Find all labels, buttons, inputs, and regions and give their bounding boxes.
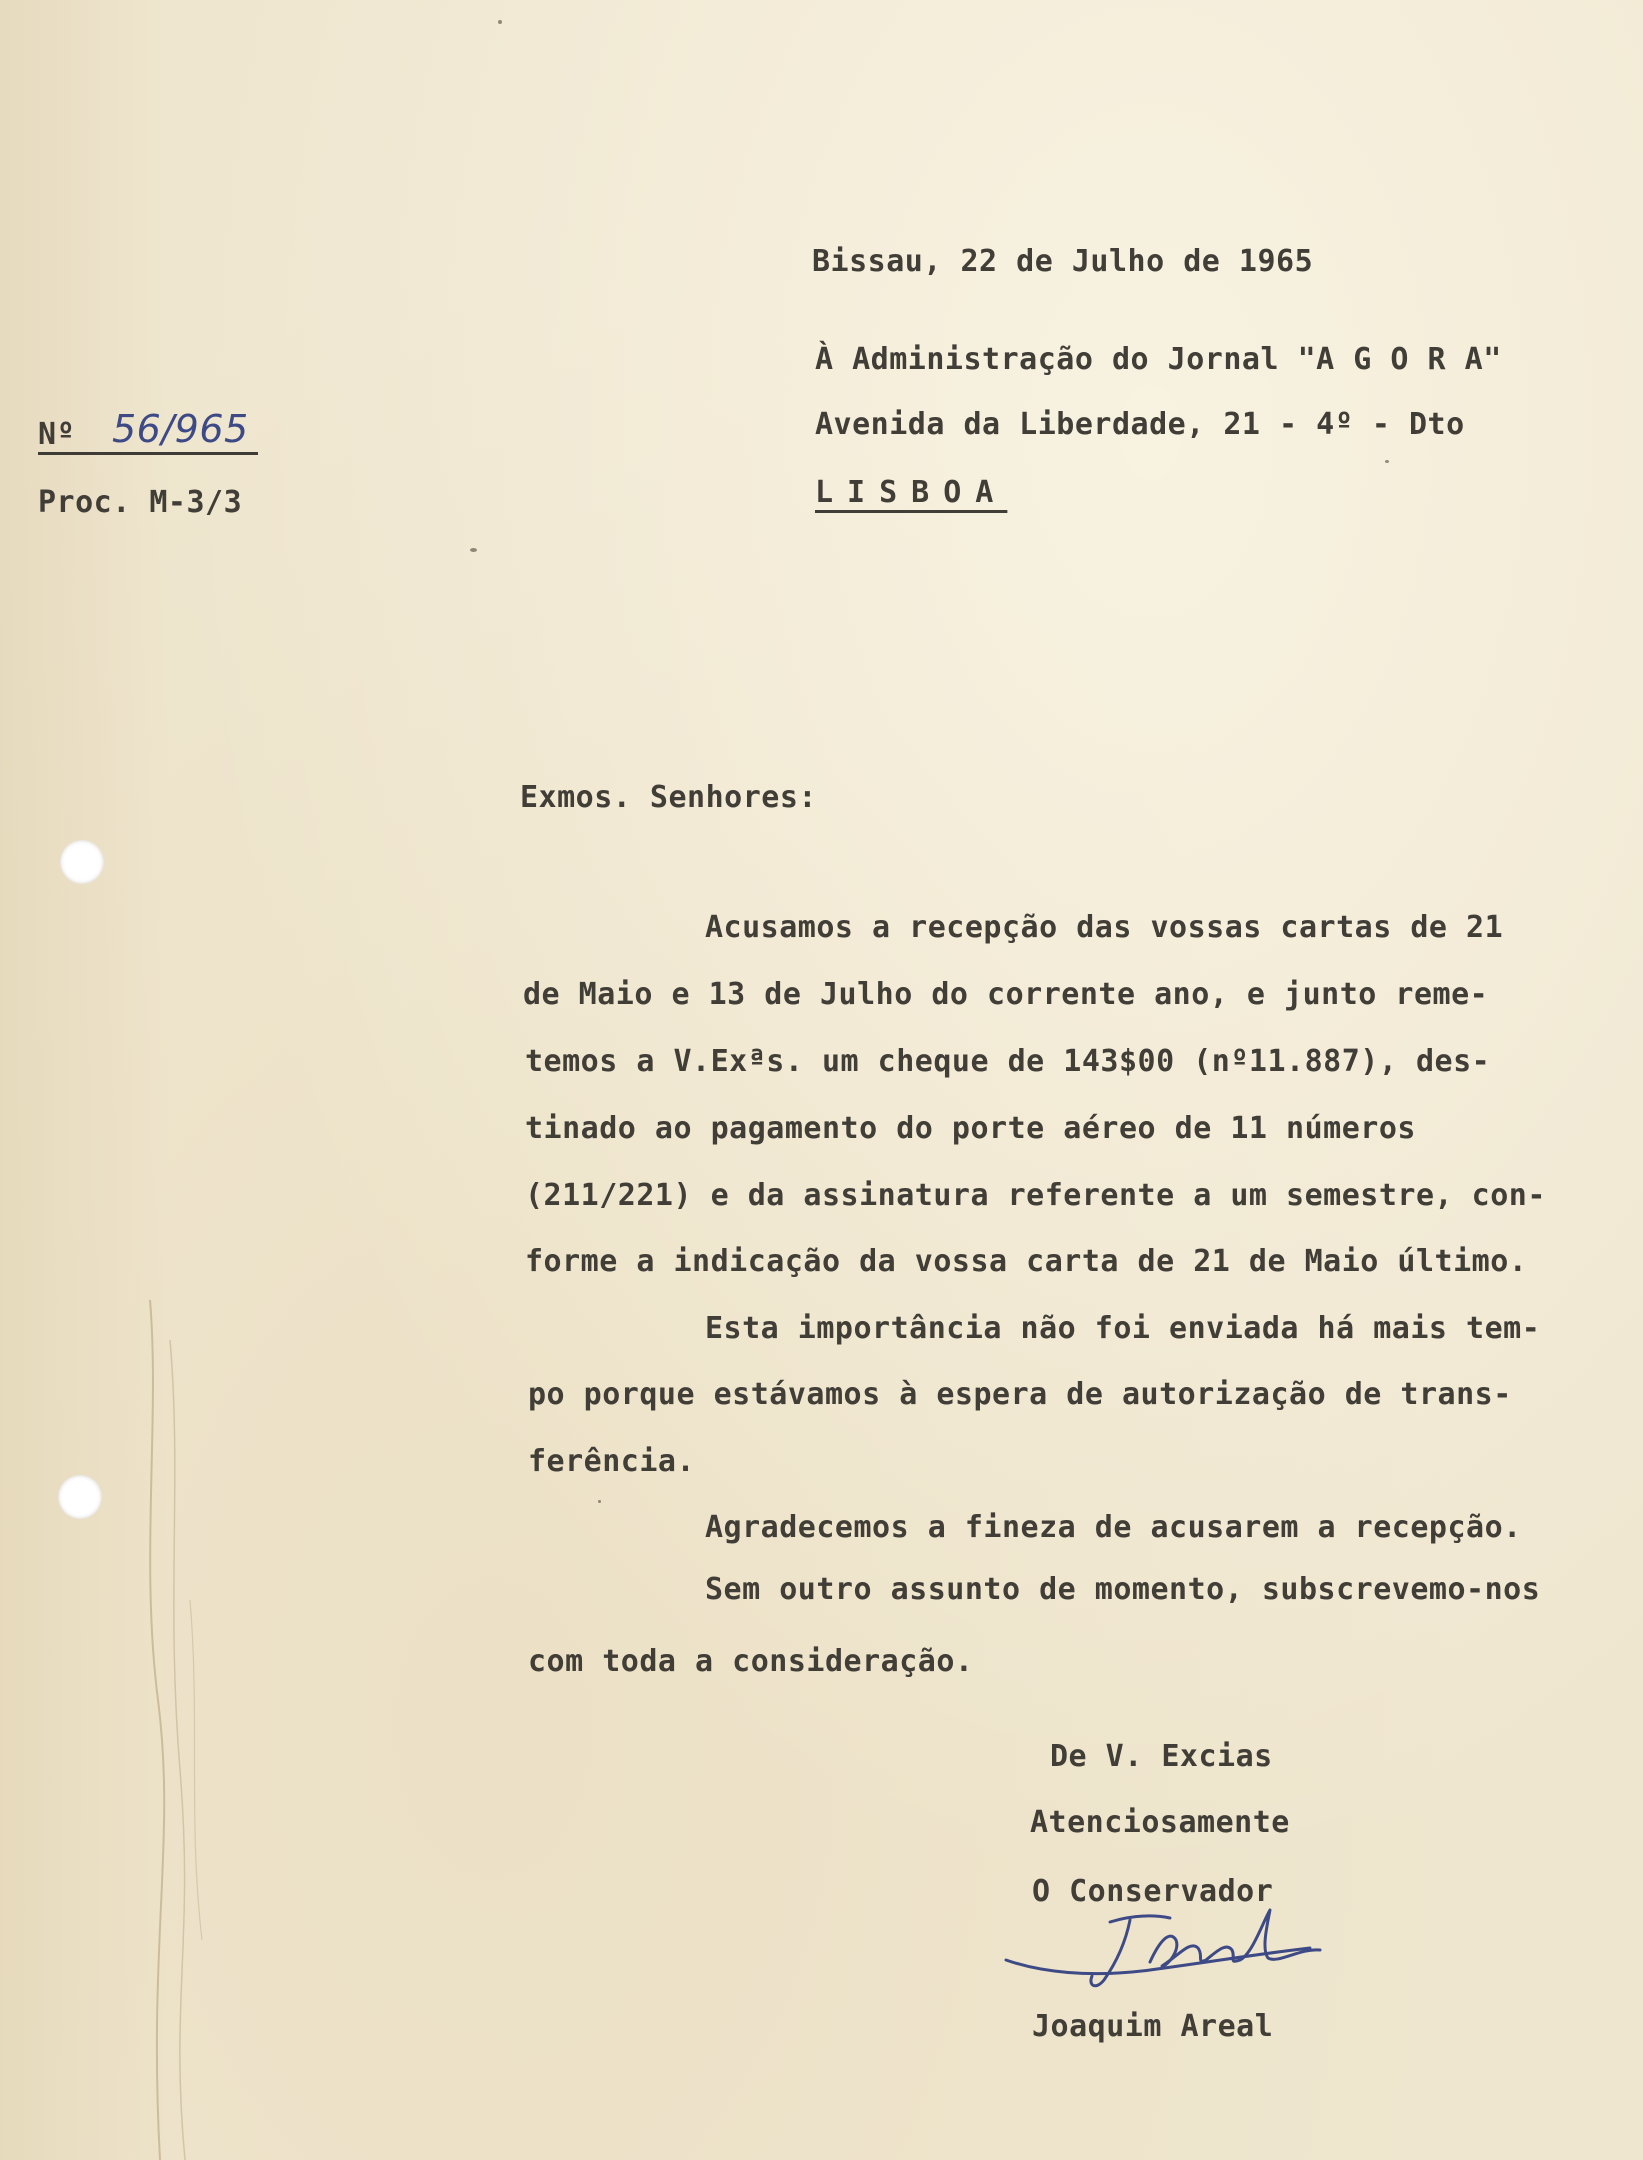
reference-number-label: Nº xyxy=(38,417,76,452)
punch-hole-bottom xyxy=(58,1475,102,1519)
paper-speck xyxy=(598,1500,601,1503)
body-line: ferência. xyxy=(528,1444,696,1479)
body-line: Agradecemos a fineza de acusarem a recepção. xyxy=(705,1510,1522,1545)
body-line: com toda a consideração. xyxy=(528,1644,974,1679)
body-line: de Maio e 13 de Julho do corrente ano, e junto reme- xyxy=(523,977,1489,1012)
signatory-role: O Conservador xyxy=(1032,1874,1274,1909)
paper-crease xyxy=(130,1300,250,2160)
addressee-line-2: Avenida da Liberdade, 21 - 4º - Dto xyxy=(815,407,1465,442)
paper-speck xyxy=(1385,460,1389,463)
signatory-name: Joaquim Areal xyxy=(1032,2009,1274,2044)
body-line: Esta importância não foi enviada há mais tem- xyxy=(705,1311,1541,1346)
body-line: forme a indicação da vossa carta de 21 de Maio último. xyxy=(525,1244,1528,1279)
body-line: Sem outro assunto de momento, subscrevemo-nos xyxy=(705,1572,1541,1607)
body-line: temos a V.Exªs. um cheque de 143$00 (nº11.887), des- xyxy=(525,1044,1491,1079)
body-line: Acusamos a recepção das vossas cartas de 21 xyxy=(705,910,1504,945)
body-line: po porque estávamos à espera de autorização de trans- xyxy=(528,1377,1512,1412)
reference-number-value: 56/965 xyxy=(112,407,249,451)
body-line: tinado ao pagamento do porte aéreo de 11 números xyxy=(525,1111,1416,1146)
closing-line-2: Atenciosamente xyxy=(1030,1805,1290,1840)
addressee-city: LISBOA xyxy=(815,475,1008,510)
handwritten-signature-icon xyxy=(1000,1900,1330,2010)
addressee-line-1: À Administração do Jornal "A G O R A" xyxy=(815,342,1502,377)
body-line: (211/221) e da assinatura referente a um semestre, con- xyxy=(525,1178,1546,1213)
place-and-date: Bissau, 22 de Julho de 1965 xyxy=(812,244,1314,279)
paper-speck xyxy=(470,548,477,552)
reference-number-underline xyxy=(38,452,258,455)
paper-speck xyxy=(498,20,502,24)
closing-line-1: De V. Excias xyxy=(1050,1739,1273,1774)
punch-hole-top xyxy=(60,840,104,884)
process-reference: Proc. M-3/3 xyxy=(38,485,243,520)
salutation: Exmos. Senhores: xyxy=(520,780,817,815)
